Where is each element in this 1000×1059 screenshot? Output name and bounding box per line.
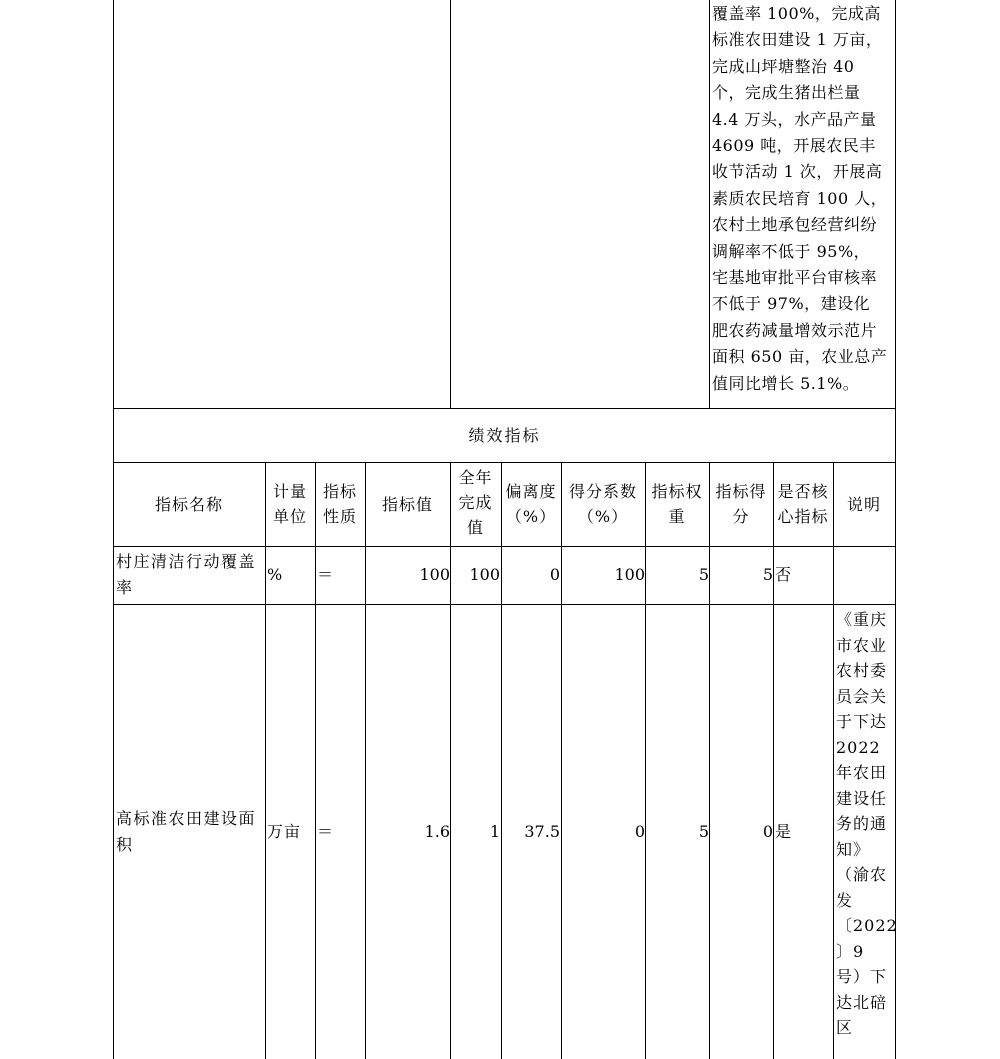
summary-line: 面积 650 亩，农业总产 bbox=[712, 347, 888, 367]
summary-line: 调解率不低于 95%， bbox=[712, 241, 871, 261]
header-coefficient: 得分系数 （%） bbox=[568, 482, 637, 526]
nature-cell: ＝ bbox=[317, 565, 334, 584]
column-divider bbox=[709, 0, 710, 408]
indicator-name: 高标准农田建设面 积 bbox=[116, 809, 257, 854]
summary-line: 不低于 97%，建设化 bbox=[712, 294, 871, 314]
column-divider bbox=[773, 462, 774, 1059]
header-target: 指标值 bbox=[381, 495, 433, 514]
column-divider bbox=[365, 462, 366, 1059]
score-cell: 5 bbox=[762, 565, 773, 584]
header-actual: 全年 完成 值 bbox=[458, 468, 493, 537]
column-divider bbox=[450, 462, 451, 1059]
header-nature: 指标 性质 bbox=[322, 482, 357, 526]
section-title: 绩效指标 bbox=[468, 426, 541, 445]
column-divider bbox=[501, 462, 502, 1059]
header-note: 说明 bbox=[846, 495, 881, 514]
summary-line: 值同比增长 5.1%。 bbox=[712, 373, 860, 393]
column-divider bbox=[265, 462, 266, 1059]
column-divider bbox=[450, 0, 451, 408]
summary-line: 4609 吨，开展农民丰 bbox=[712, 136, 876, 156]
column-divider bbox=[833, 462, 834, 1059]
header-name: 指标名称 bbox=[154, 495, 223, 514]
header-unit: 计量 单位 bbox=[272, 482, 307, 526]
summary-line: 覆盖率 100%，完成高 bbox=[712, 4, 881, 23]
header-score: 指标得 分 bbox=[715, 482, 767, 526]
header-deviation: 偏离度 （%） bbox=[505, 482, 557, 526]
column-divider bbox=[645, 462, 646, 1059]
row-divider bbox=[113, 462, 896, 463]
actual-cell: 1 bbox=[489, 822, 500, 841]
column-divider bbox=[315, 462, 316, 1059]
core-cell: 否 bbox=[775, 565, 792, 584]
unit-cell: 万亩 bbox=[267, 822, 302, 841]
weight-cell: 5 bbox=[698, 565, 709, 584]
nature-cell: ＝ bbox=[317, 822, 334, 841]
summary-line: 肥农药减量增效示范片 bbox=[712, 320, 878, 340]
coefficient-cell: 100 bbox=[614, 565, 645, 584]
weight-cell: 5 bbox=[698, 822, 709, 841]
actual-cell: 100 bbox=[469, 565, 500, 584]
score-cell: 0 bbox=[762, 822, 773, 841]
table-border-left bbox=[113, 0, 114, 1059]
column-divider bbox=[561, 462, 562, 1059]
coefficient-cell: 0 bbox=[634, 822, 645, 841]
summary-line: 4.4 万头，水产品产量 bbox=[712, 109, 877, 129]
summary-line: 个，完成生猪出栏量 bbox=[712, 83, 861, 103]
target-cell: 100 bbox=[419, 565, 450, 584]
indicator-name: 村庄清洁行动覆盖 率 bbox=[116, 552, 257, 597]
row-divider bbox=[113, 546, 896, 547]
unit-cell: % bbox=[267, 565, 283, 584]
deviation-cell: 0 bbox=[549, 565, 560, 584]
column-divider bbox=[709, 462, 710, 1059]
header-weight: 指标权 重 bbox=[651, 482, 703, 526]
summary-line: 素质农民培育 100 人， bbox=[712, 188, 888, 208]
note-cell: 《重庆 市农业 农村委 员会关 于下达 2022 年农田 建设任 务的通 知》 （渝农 发 〔2022 〕9 号）下 达北碚 区 bbox=[836, 610, 898, 1037]
summary-line: 宅基地审批平台审核率 bbox=[712, 268, 878, 288]
summary-line: 农村土地承包经营纠纷 bbox=[712, 215, 878, 235]
header-core: 是否核 心指标 bbox=[777, 482, 829, 526]
row-divider bbox=[113, 604, 896, 605]
core-cell: 是 bbox=[775, 822, 792, 841]
row-divider bbox=[113, 408, 896, 409]
target-cell: 1.6 bbox=[424, 822, 450, 841]
deviation-cell: 37.5 bbox=[524, 822, 560, 841]
summary-line: 标准农田建设 1 万亩， bbox=[712, 30, 883, 50]
summary-line: 收节活动 1 次，开展高 bbox=[712, 162, 883, 182]
goal-summary bbox=[712, 1, 896, 397]
summary-line: 完成山坪塘整治 40 bbox=[712, 56, 855, 76]
